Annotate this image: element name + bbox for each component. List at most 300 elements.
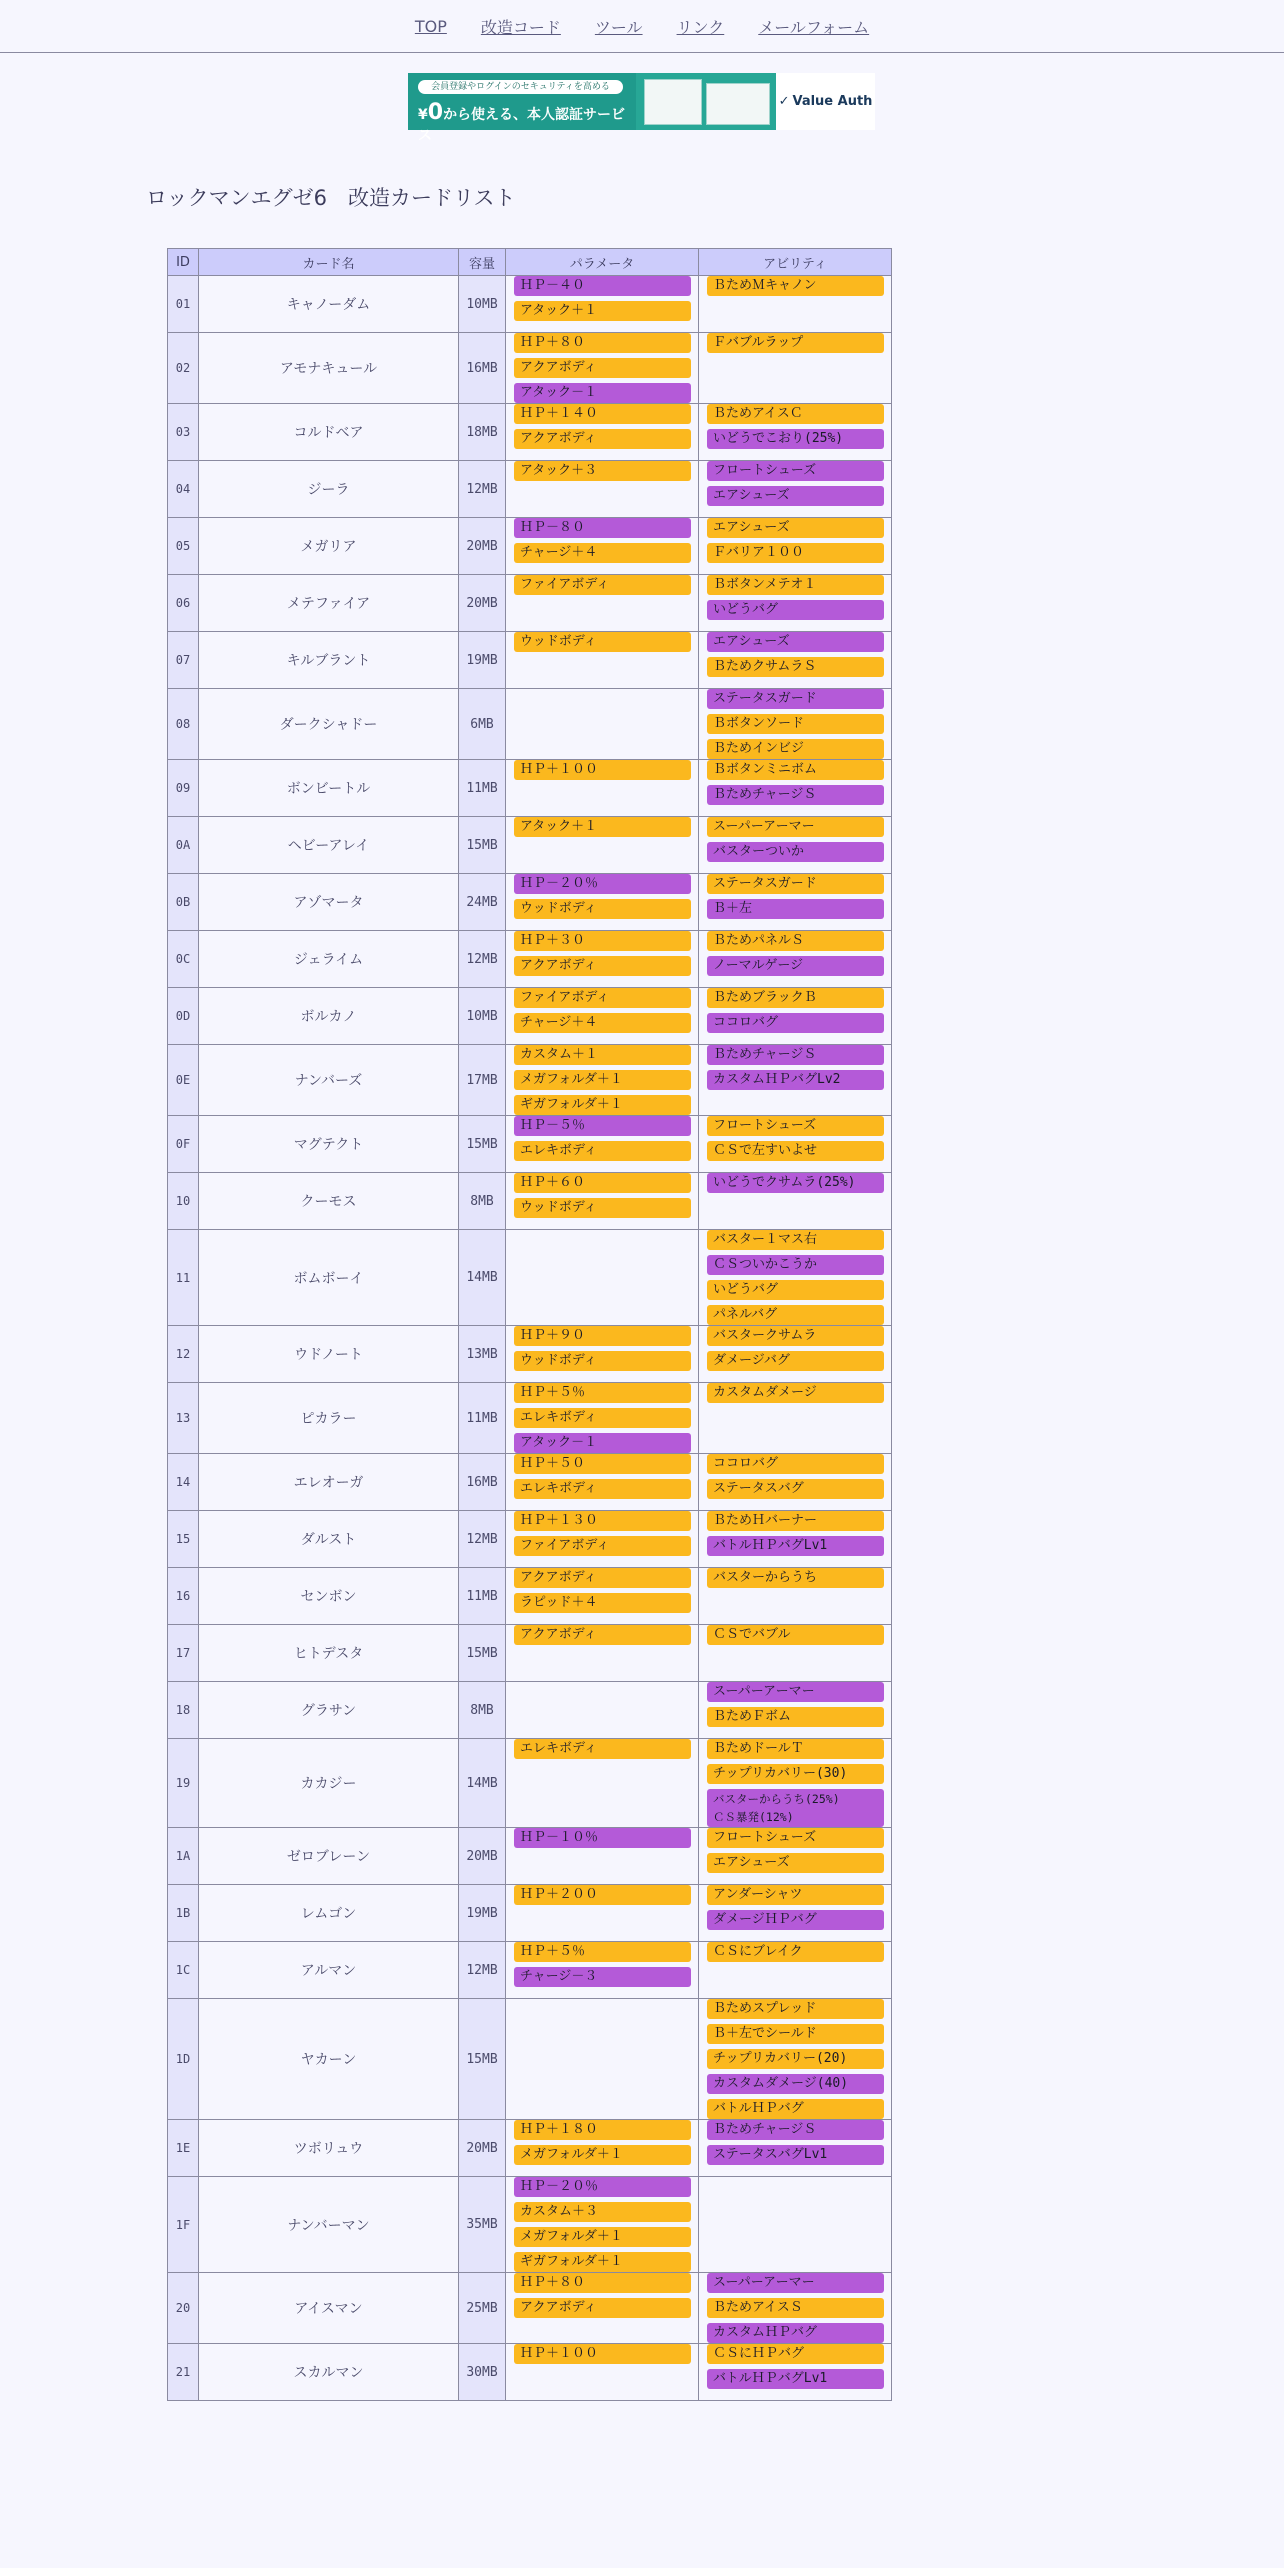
- table-row: [168, 1326, 892, 1383]
- parameter-tag: ＨＰ－２０％: [514, 2177, 691, 2197]
- card-name: エレオーガ: [199, 1454, 459, 1511]
- card-id: 19: [168, 1739, 199, 1828]
- card-abilities: [699, 760, 892, 817]
- card-name: ヤカーン: [199, 1999, 459, 2120]
- card-parameters: [506, 1568, 699, 1625]
- card-capacity: 11MB: [459, 1568, 506, 1625]
- card-parameters: [506, 1045, 699, 1116]
- nav-link-3[interactable]: リンク: [676, 17, 725, 37]
- ability-tag: ＢためブラックＢ: [707, 988, 884, 1008]
- card-id: 07: [168, 632, 199, 689]
- card-abilities: [699, 2177, 892, 2273]
- card-parameters: [506, 1942, 699, 1999]
- card-parameters: [506, 1454, 699, 1511]
- parameter-tag: アタック＋１: [514, 301, 691, 321]
- ability-tag: エアシューズ: [707, 486, 884, 506]
- parameter-tag: ウッドボディ: [514, 1351, 691, 1371]
- card-id: 03: [168, 404, 199, 461]
- card-capacity: 6MB: [459, 689, 506, 760]
- card-capacity: 24MB: [459, 874, 506, 931]
- ability-tag: ダメージＨＰバグ: [707, 1910, 884, 1930]
- ability-tag: Ｂボタンメテオ１: [707, 575, 884, 595]
- parameter-tag: ＨＰ＋２００: [514, 1885, 691, 1905]
- parameter-tag: エレキボディ: [514, 1141, 691, 1161]
- ability-tag: カスタムダメージ(40): [707, 2074, 884, 2094]
- table-row: [168, 1828, 892, 1885]
- card-capacity: 17MB: [459, 1045, 506, 1116]
- card-id: 0D: [168, 988, 199, 1045]
- card-abilities: [699, 333, 892, 404]
- card-capacity: 12MB: [459, 461, 506, 518]
- ability-tag: ココロバグ: [707, 1454, 884, 1474]
- card-name: キルブラント: [199, 632, 459, 689]
- card-capacity: 10MB: [459, 988, 506, 1045]
- card-abilities: [699, 404, 892, 461]
- parameter-tag: チャージ＋４: [514, 1013, 691, 1033]
- card-id: 10: [168, 1173, 199, 1230]
- card-abilities: [699, 2344, 892, 2401]
- table-row: [168, 333, 892, 404]
- table-row: [168, 1682, 892, 1739]
- parameter-tag: ＨＰ＋１８０: [514, 2120, 691, 2140]
- card-parameters: [506, 874, 699, 931]
- card-name: ナンバーズ: [199, 1045, 459, 1116]
- parameter-tag: アタック－１: [514, 1433, 691, 1453]
- table-row: [168, 276, 892, 333]
- ability-tag: スーパーアーマー: [707, 817, 884, 837]
- ability-tag: ＢためチャージＳ: [707, 1045, 884, 1065]
- card-parameters: [506, 1230, 699, 1326]
- card-parameters: [506, 276, 699, 333]
- parameter-tag: ラピッド＋４: [514, 1593, 691, 1613]
- ability-tag: カスタムＨＰバグ: [707, 2323, 884, 2343]
- card-name: ウドノート: [199, 1326, 459, 1383]
- ability-tag: チップリカバリー(20): [707, 2049, 884, 2069]
- card-parameters: [506, 2273, 699, 2344]
- parameter-tag: ＨＰ＋９０: [514, 1326, 691, 1346]
- card-abilities: [699, 518, 892, 575]
- ability-tag: Ｂ＋左でシールド: [707, 2024, 884, 2044]
- ability-tag: Ｂボタンミニボム: [707, 760, 884, 780]
- card-abilities: [699, 1116, 892, 1173]
- card-parameters: [506, 817, 699, 874]
- card-name: ボルカノ: [199, 988, 459, 1045]
- ability-tag: バスターからうち: [707, 1568, 884, 1588]
- card-id: 01: [168, 276, 199, 333]
- ability-tag: チップリカバリー(30): [707, 1764, 884, 1784]
- banner-brand-logo: ✓ Value Auth: [776, 73, 875, 130]
- card-parameters: [506, 1999, 699, 2120]
- header-id: ID: [168, 249, 199, 276]
- table-row: [168, 461, 892, 518]
- table-row: [168, 1116, 892, 1173]
- ability-tag: ＢためチャージＳ: [707, 785, 884, 805]
- table-row: [168, 1045, 892, 1116]
- parameter-tag: アクアボディ: [514, 358, 691, 378]
- ability-tag: エアシューズ: [707, 518, 884, 538]
- card-capacity: 12MB: [459, 1511, 506, 1568]
- table-row: [168, 1625, 892, 1682]
- card-abilities: [699, 276, 892, 333]
- table-row: [168, 2273, 892, 2344]
- ability-tag: アンダーシャツ: [707, 1885, 884, 1905]
- card-capacity: 13MB: [459, 1326, 506, 1383]
- card-capacity: 15MB: [459, 1116, 506, 1173]
- card-abilities: [699, 1326, 892, 1383]
- table-row: [168, 931, 892, 988]
- card-id: 06: [168, 575, 199, 632]
- table-row: [168, 1511, 892, 1568]
- ability-tag: ココロバグ: [707, 1013, 884, 1033]
- parameter-tag: ギガフォルダ＋１: [514, 2252, 691, 2272]
- card-capacity: 19MB: [459, 632, 506, 689]
- ability-tag: フロートシューズ: [707, 1116, 884, 1136]
- card-parameters: [506, 1383, 699, 1454]
- card-name: マグテクト: [199, 1116, 459, 1173]
- banner-screenshot-image: [636, 73, 776, 130]
- card-capacity: 8MB: [459, 1682, 506, 1739]
- table-row: [168, 575, 892, 632]
- ability-tag: パネルバグ: [707, 1305, 884, 1325]
- table-row: [168, 1999, 892, 2120]
- card-abilities: [699, 931, 892, 988]
- ability-tag: ＣＳでバブル: [707, 1625, 884, 1645]
- banner-headline: ¥0から使える、本人認証サービス: [418, 100, 626, 144]
- parameter-tag: ＨＰ＋３０: [514, 931, 691, 951]
- card-abilities: [699, 1942, 892, 1999]
- card-id: 18: [168, 1682, 199, 1739]
- card-capacity: 12MB: [459, 931, 506, 988]
- card-id: 14: [168, 1454, 199, 1511]
- card-abilities: [699, 1682, 892, 1739]
- header-capacity: 容量: [459, 249, 506, 276]
- card-parameters: [506, 404, 699, 461]
- card-abilities: [699, 1045, 892, 1116]
- ability-tag: カスタムダメージ: [707, 1383, 884, 1403]
- table-header-row: [168, 249, 892, 276]
- ability-tag: スーパーアーマー: [707, 1682, 884, 1702]
- table-row: [168, 2120, 892, 2177]
- ability-tag: フロートシューズ: [707, 461, 884, 481]
- card-parameters: [506, 461, 699, 518]
- parameter-tag: アタック＋３: [514, 461, 691, 481]
- card-parameters: [506, 632, 699, 689]
- ability-tag: ステータスバグ: [707, 1479, 884, 1499]
- parameter-tag: ＨＰ＋５％: [514, 1383, 691, 1403]
- ability-tag: ＣＳで左すいよせ: [707, 1141, 884, 1161]
- card-parameters: [506, 1682, 699, 1739]
- ability-tag: ＢためＨバーナー: [707, 1511, 884, 1531]
- card-name: ゼロブレーン: [199, 1828, 459, 1885]
- card-parameters: [506, 1885, 699, 1942]
- card-id: 20: [168, 2273, 199, 2344]
- card-id: 08: [168, 689, 199, 760]
- card-id: 17: [168, 1625, 199, 1682]
- card-abilities: [699, 1454, 892, 1511]
- card-abilities: [699, 1828, 892, 1885]
- card-parameters: [506, 575, 699, 632]
- card-abilities: [699, 1739, 892, 1828]
- parameter-tag: メガフォルダ＋１: [514, 2145, 691, 2165]
- ability-tag: ＢためパネルＳ: [707, 931, 884, 951]
- card-abilities: [699, 817, 892, 874]
- card-id: 05: [168, 518, 199, 575]
- ability-tag: ＢためアイスＣ: [707, 404, 884, 424]
- card-id: 11: [168, 1230, 199, 1326]
- card-id: 1B: [168, 1885, 199, 1942]
- ability-tag: ステータスバグLv1: [707, 2145, 884, 2165]
- header-card-name: カード名: [199, 249, 459, 276]
- card-id: 04: [168, 461, 199, 518]
- parameter-tag: アクアボディ: [514, 1568, 691, 1588]
- ability-tag: バスターついか: [707, 842, 884, 862]
- card-name: センボン: [199, 1568, 459, 1625]
- card-parameters: [506, 2344, 699, 2401]
- card-parameters: [506, 2120, 699, 2177]
- card-id: 0B: [168, 874, 199, 931]
- ability-tag: Ｂ＋左: [707, 899, 884, 919]
- parameter-tag: ＨＰ－４０: [514, 276, 691, 296]
- parameter-tag: アタック－１: [514, 383, 691, 403]
- card-parameters: [506, 1739, 699, 1828]
- card-id: 09: [168, 760, 199, 817]
- ability-tag: スーパーアーマー: [707, 2273, 884, 2293]
- card-name: クーモス: [199, 1173, 459, 1230]
- card-capacity: 30MB: [459, 2344, 506, 2401]
- card-parameters: [506, 988, 699, 1045]
- parameter-tag: メガフォルダ＋１: [514, 1070, 691, 1090]
- card-id: 1F: [168, 2177, 199, 2273]
- card-id: 02: [168, 333, 199, 404]
- card-name: アイスマン: [199, 2273, 459, 2344]
- ability-tag: ＢためチャージＳ: [707, 2120, 884, 2140]
- ability-tag: ＢためＭキャノン: [707, 276, 884, 296]
- card-abilities: [699, 575, 892, 632]
- card-name: ヒトデスタ: [199, 1625, 459, 1682]
- card-name: ピカラー: [199, 1383, 459, 1454]
- parameter-tag: ＨＰ－１０％: [514, 1828, 691, 1848]
- card-name: キャノーダム: [199, 276, 459, 333]
- ability-tag: いどうでこおり(25%): [707, 429, 884, 449]
- card-name: ダークシャドー: [199, 689, 459, 760]
- card-parameters: [506, 518, 699, 575]
- card-name: ボムボーイ: [199, 1230, 459, 1326]
- parameter-tag: ＨＰ－５％: [514, 1116, 691, 1136]
- card-capacity: 15MB: [459, 817, 506, 874]
- card-table: [167, 248, 892, 2401]
- card-id: 21: [168, 2344, 199, 2401]
- card-abilities: [699, 1383, 892, 1454]
- parameter-tag: ギガフォルダ＋１: [514, 1095, 691, 1115]
- card-name: ダルスト: [199, 1511, 459, 1568]
- card-name: グラサン: [199, 1682, 459, 1739]
- card-name: メテファイア: [199, 575, 459, 632]
- card-abilities: [699, 1511, 892, 1568]
- parameter-tag: ＨＰ＋１００: [514, 2344, 691, 2364]
- parameter-tag: アクアボディ: [514, 2298, 691, 2318]
- table-row: [168, 404, 892, 461]
- ability-tag: ＢためＦボム: [707, 1707, 884, 1727]
- card-id: 0F: [168, 1116, 199, 1173]
- card-parameters: [506, 1625, 699, 1682]
- ability-tag: バトルＨＰバグ: [707, 2099, 884, 2119]
- card-id: 0A: [168, 817, 199, 874]
- card-name: メガリア: [199, 518, 459, 575]
- ability-tag: ＣＳにＨＰバグ: [707, 2344, 884, 2364]
- card-id: 1C: [168, 1942, 199, 1999]
- parameter-tag: カスタム＋１: [514, 1045, 691, 1065]
- ability-tag: いどうでクサムラ(25%): [707, 1173, 884, 1193]
- nav-link-4[interactable]: メールフォーム: [758, 17, 870, 37]
- card-capacity: 12MB: [459, 1942, 506, 1999]
- card-name: アゾマータ: [199, 874, 459, 931]
- table-row: [168, 1739, 892, 1828]
- card-abilities: [699, 988, 892, 1045]
- table-row: [168, 2177, 892, 2273]
- ability-tag: フロートシューズ: [707, 1828, 884, 1848]
- ad-banner[interactable]: [408, 73, 875, 144]
- table-row: [168, 632, 892, 689]
- parameter-tag: ウッドボディ: [514, 899, 691, 919]
- parameter-tag: ＨＰ－２０％: [514, 874, 691, 894]
- card-abilities: [699, 1625, 892, 1682]
- parameter-tag: チャージ－３: [514, 1967, 691, 1987]
- card-parameters: [506, 931, 699, 988]
- ability-tag: バスタークサムラ: [707, 1326, 884, 1346]
- table-row: [168, 1383, 892, 1454]
- card-capacity: 20MB: [459, 2120, 506, 2177]
- card-name: アルマン: [199, 1942, 459, 1999]
- card-abilities: [699, 1999, 892, 2120]
- nav-link-1[interactable]: 改造コード: [480, 17, 561, 37]
- card-parameters: [506, 689, 699, 760]
- card-name: カカジー: [199, 1739, 459, 1828]
- top-navigation: [0, 0, 1284, 53]
- parameter-tag: ファイアボディ: [514, 988, 691, 1008]
- parameter-tag: ＨＰ＋５０: [514, 1454, 691, 1474]
- card-abilities: [699, 1885, 892, 1942]
- parameter-tag: アクアボディ: [514, 1625, 691, 1645]
- card-parameters: [506, 333, 699, 404]
- table-row: [168, 874, 892, 931]
- table-row: [168, 518, 892, 575]
- card-capacity: 15MB: [459, 1999, 506, 2120]
- card-capacity: 16MB: [459, 333, 506, 404]
- table-row: [168, 2344, 892, 2401]
- parameter-tag: アクアボディ: [514, 956, 691, 976]
- card-capacity: 35MB: [459, 2177, 506, 2273]
- card-abilities: [699, 1568, 892, 1625]
- card-abilities: [699, 632, 892, 689]
- card-capacity: 10MB: [459, 276, 506, 333]
- table-row: [168, 1568, 892, 1625]
- card-capacity: 20MB: [459, 518, 506, 575]
- ability-tag: Ｂボタンソード: [707, 714, 884, 734]
- ability-tag: いどうバグ: [707, 1280, 884, 1300]
- card-parameters: [506, 1511, 699, 1568]
- banner-left-panel: [408, 73, 636, 144]
- card-parameters: [506, 1326, 699, 1383]
- ability-tag: ノーマルゲージ: [707, 956, 884, 976]
- card-capacity: 11MB: [459, 1383, 506, 1454]
- ability-tag: Ｂためスプレッド: [707, 1999, 884, 2019]
- parameter-tag: ウッドボディ: [514, 632, 691, 652]
- nav-link-0[interactable]: TOP: [414, 16, 447, 36]
- ability-tag: ステータスガード: [707, 874, 884, 894]
- ability-tag: バトルＨＰバグLv1: [707, 2369, 884, 2389]
- ability-tag: Ｆバリア１００: [707, 543, 884, 563]
- card-name: スカルマン: [199, 2344, 459, 2401]
- parameter-tag: ファイアボディ: [514, 1536, 691, 1556]
- card-name: レムゴン: [199, 1885, 459, 1942]
- ability-tag: いどうバグ: [707, 600, 884, 620]
- card-id: 0E: [168, 1045, 199, 1116]
- ability-tag: バスターからうち(25%) ＣＳ暴発(12%): [707, 1789, 884, 1827]
- parameter-tag: ウッドボディ: [514, 1198, 691, 1218]
- table-row: [168, 1230, 892, 1326]
- header-parameters: パラメータ: [506, 249, 699, 276]
- parameter-tag: エレキボディ: [514, 1479, 691, 1499]
- table-row: [168, 1173, 892, 1230]
- parameter-tag: ＨＰ＋８０: [514, 333, 691, 353]
- ability-tag: ＣＳついかこうか: [707, 1255, 884, 1275]
- table-row: [168, 1942, 892, 1999]
- parameter-tag: ファイアボディ: [514, 575, 691, 595]
- table-row: [168, 988, 892, 1045]
- banner-tagline: 会員登録やログインのセキュリティを高める: [418, 80, 623, 94]
- card-name: ジェライム: [199, 931, 459, 988]
- card-abilities: [699, 874, 892, 931]
- card-name: ヘビーアレイ: [199, 817, 459, 874]
- card-capacity: 20MB: [459, 1828, 506, 1885]
- card-name: ナンバーマン: [199, 2177, 459, 2273]
- nav-link-2[interactable]: ツール: [594, 17, 643, 37]
- parameter-tag: エレキボディ: [514, 1408, 691, 1428]
- card-capacity: 16MB: [459, 1454, 506, 1511]
- table-row: [168, 1454, 892, 1511]
- parameter-tag: ＨＰ＋１３０: [514, 1511, 691, 1531]
- card-name: ジーラ: [199, 461, 459, 518]
- card-name: アモナキュール: [199, 333, 459, 404]
- ability-tag: Ｆバブルラップ: [707, 333, 884, 353]
- ability-tag: バトルＨＰバグLv1: [707, 1536, 884, 1556]
- card-abilities: [699, 689, 892, 760]
- ability-tag: ＢためアイスＳ: [707, 2298, 884, 2318]
- parameter-tag: エレキボディ: [514, 1739, 691, 1759]
- card-capacity: 20MB: [459, 575, 506, 632]
- ability-tag: カスタムＨＰバグLv2: [707, 1070, 884, 1090]
- card-id: 13: [168, 1383, 199, 1454]
- parameter-tag: カスタム＋３: [514, 2202, 691, 2222]
- parameter-tag: ＨＰ＋１４０: [514, 404, 691, 424]
- card-capacity: 25MB: [459, 2273, 506, 2344]
- ability-tag: ＣＳにブレイク: [707, 1942, 884, 1962]
- parameter-tag: チャージ＋４: [514, 543, 691, 563]
- card-abilities: [699, 461, 892, 518]
- card-capacity: 14MB: [459, 1739, 506, 1828]
- card-parameters: [506, 1828, 699, 1885]
- header-abilities: アビリティ: [699, 249, 892, 276]
- parameter-tag: ＨＰ＋８０: [514, 2273, 691, 2293]
- ability-tag: ＢためドールＴ: [707, 1739, 884, 1759]
- card-capacity: 18MB: [459, 404, 506, 461]
- card-id: 1A: [168, 1828, 199, 1885]
- ability-tag: ＢためクサムラＳ: [707, 657, 884, 677]
- table-row: [168, 689, 892, 760]
- card-capacity: 8MB: [459, 1173, 506, 1230]
- ability-tag: ステータスガード: [707, 689, 884, 709]
- card-abilities: [699, 2273, 892, 2344]
